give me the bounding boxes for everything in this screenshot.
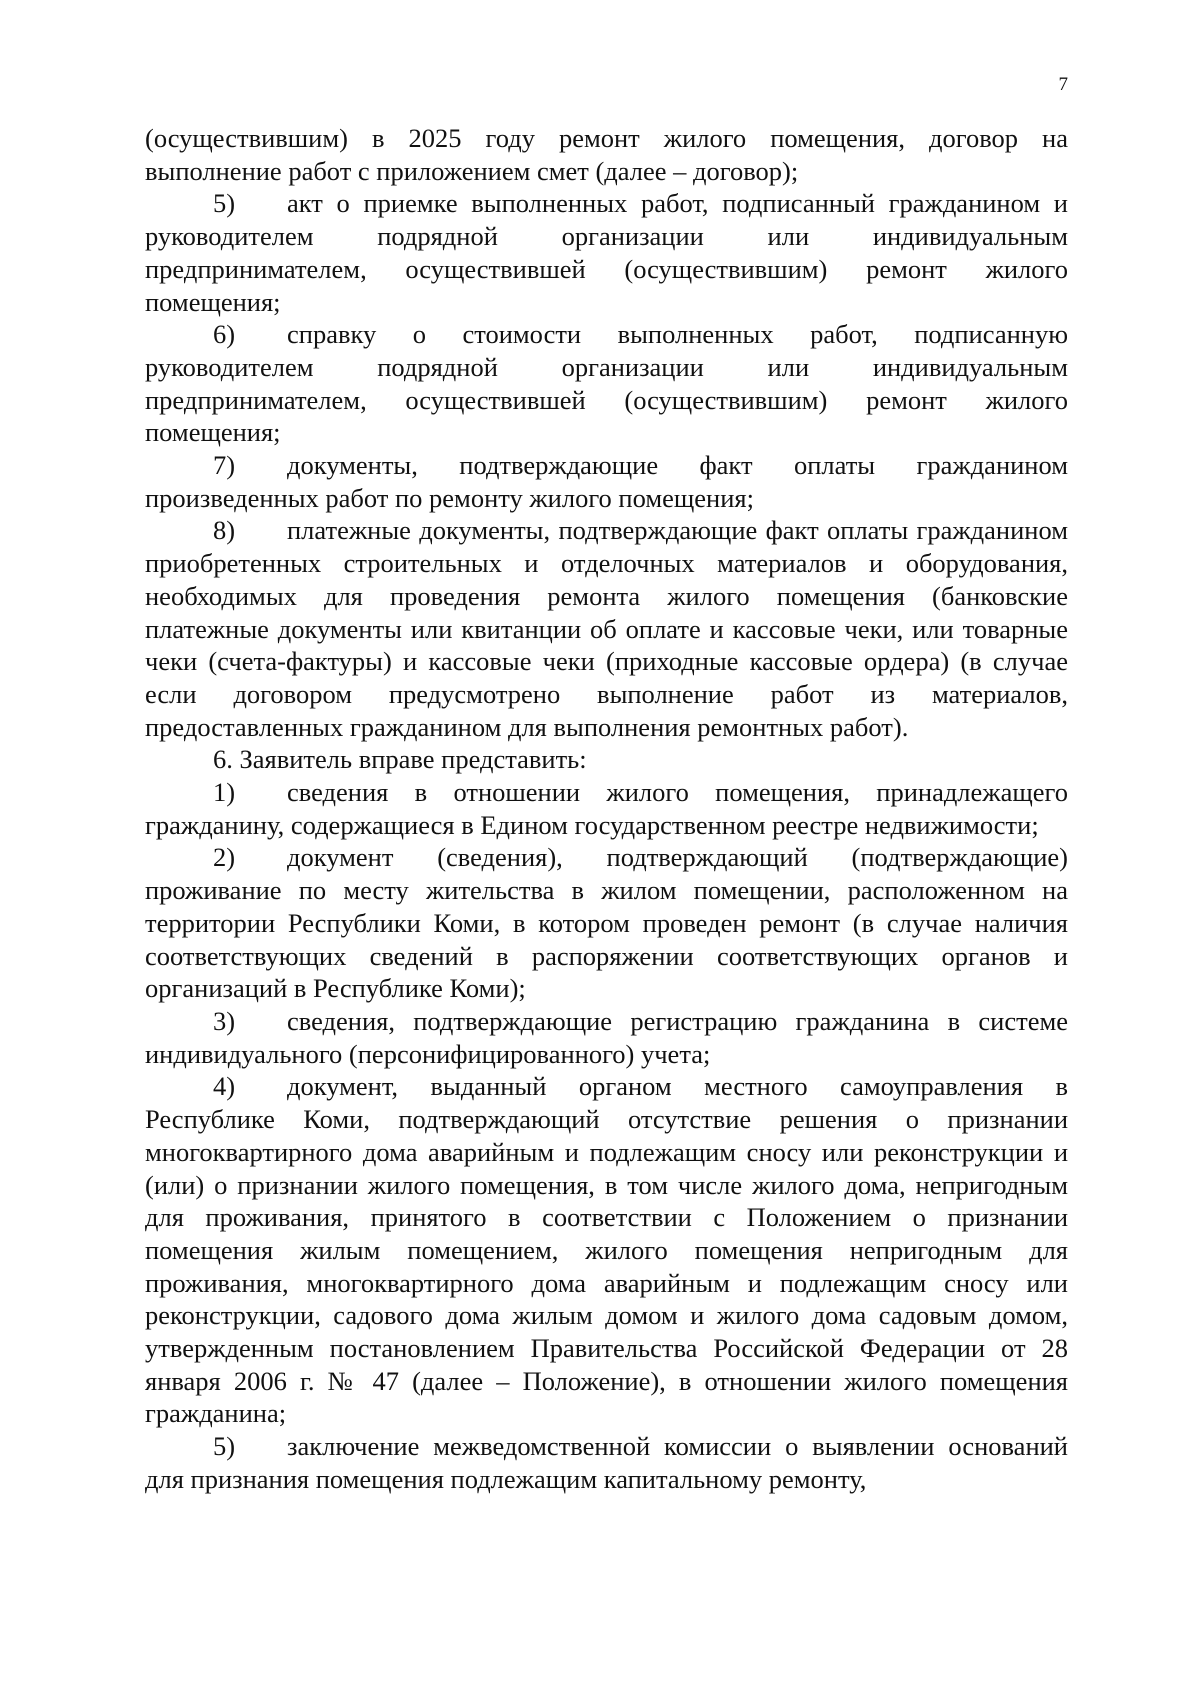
list-item <box>145 514 1068 743</box>
item-text: документ (сведения), подтверждающий (подтверждающие) проживание по месту жительства в жилом помещении, расположенном на территории Республики Коми, в котором проведен ремонт (в случае наличия соответствующих сведений в распоряжении соответствующих органов и организаций в Республике Коми); <box>145 842 1068 1004</box>
list-item <box>145 776 1068 841</box>
section-heading-paragraph <box>145 743 1068 776</box>
item-number: 8) <box>213 515 236 546</box>
list-item <box>145 841 1068 1005</box>
item-text: сведения, подтверждающие регистрацию гражданина в системе индивидуального (персонифицированного) учета; <box>145 1005 1068 1069</box>
item-number: 3) <box>213 1005 236 1036</box>
item-text: документы, подтверждающие факт оплаты гражданином произведенных работ по ремонту жилого помещения; <box>145 450 1068 513</box>
item-text: платежные документы, подтверждающие факт оплаты гражданином приобретенных строительных и отделочных материалов и оборудования, необходимых для проведения ремонта жилого помещения (банковские платежные документы или квитанции об оплате и кассовые чеки, или товарные чеки (счета-фактуры) и кассовые чеки (приходные кассовые ордера) (в случае если договором предусмотрено выполнение работ из материалов, предоставленных гражданином для выполнения ремонтных работ). <box>145 515 1068 742</box>
item-number: 5) <box>213 188 236 219</box>
item-number: 2) <box>213 842 236 873</box>
item-text: заключение межведомственной комиссии о выявлении оснований для признания помещения подлежащим капитальному ремонту, <box>145 1431 1068 1494</box>
list-item <box>145 1070 1068 1430</box>
item-number: 6) <box>213 319 236 350</box>
page-number: 7 <box>1058 74 1068 95</box>
item-number: 5) <box>213 1431 236 1462</box>
paragraph-continuation <box>145 122 1068 187</box>
document-body <box>145 122 1068 1496</box>
item-text: сведения в отношении жилого помещения, принадлежащего гражданину, содержащиеся в Едином государственном реестре недвижимости; <box>145 777 1068 840</box>
item-number: 7) <box>213 450 236 481</box>
paragraph-text: 6. Заявитель вправе представить: <box>213 744 587 775</box>
list-item <box>145 318 1068 449</box>
item-text: акт о приемке выполненных работ, подписанный гражданином и руководителем подрядной организации или индивидуальным предпринимателем, осуществившей (осуществившим) ремонт жилого помещения; <box>145 188 1068 317</box>
paragraph-text: (осуществившим) в 2025 году ремонт жилого помещения, договор на выполнение работ с приложением смет (далее – договор); <box>145 123 1068 186</box>
item-number: 4) <box>213 1071 236 1102</box>
item-text: документ, выданный органом местного самоуправления в Республике Коми, подтверждающий отсутствие решения о признании многоквартирного дома аварийным и подлежащим сносу или реконструкции и (или) о признании жилого помещения, в том числе жилого дома, непригодным для проживания, принятого в соответствии с Положением о признании помещения жилым помещением, жилого помещения непригодным для проживания, многоквартирного дома аварийным и подлежащим сносу или реконструкции, садового дома жилым домом и жилого дома садовым домом, утвержденным постановлением Правительства Российской Федерации от 28 января 2006 г. № 47 (далее – Положение), в отношении жилого помещения гражданина; <box>145 1071 1068 1429</box>
item-number: 1) <box>213 777 236 808</box>
item-text: справку о стоимости выполненных работ, подписанную руководителем подрядной организации или индивидуальным предпринимателем, осуществившей (осуществившим) ремонт жилого помещения; <box>145 319 1068 448</box>
list-item <box>145 187 1068 318</box>
list-item <box>145 1430 1068 1495</box>
list-item <box>145 449 1068 514</box>
list-item <box>145 1005 1068 1070</box>
